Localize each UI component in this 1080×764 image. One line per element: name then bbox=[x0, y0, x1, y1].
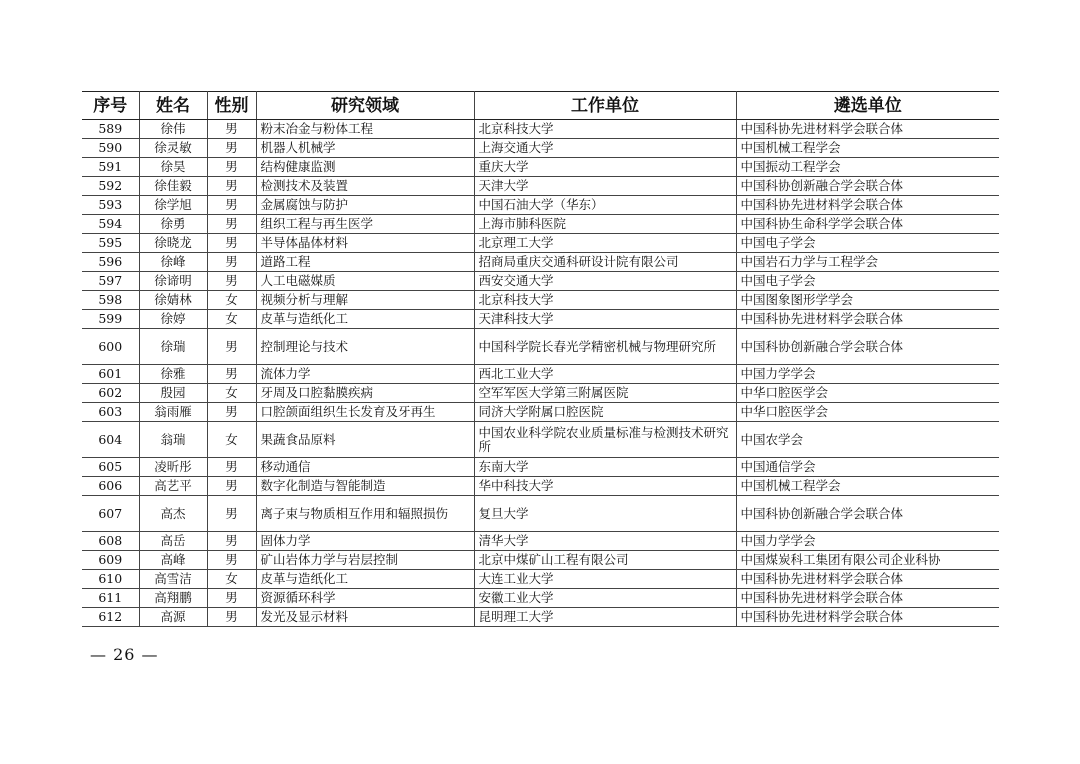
cell-name: 高翔鹏 bbox=[139, 589, 207, 608]
cell-gender: 男 bbox=[207, 139, 256, 158]
cell-research-field: 结构健康监测 bbox=[256, 158, 474, 177]
cell-research-field: 流体力学 bbox=[256, 365, 474, 384]
cell-index: 608 bbox=[82, 532, 139, 551]
cell-gender: 男 bbox=[207, 551, 256, 570]
cell-work-unit: 重庆大学 bbox=[474, 158, 736, 177]
cell-name: 翁瑞 bbox=[139, 422, 207, 458]
cell-research-field: 发光及显示材料 bbox=[256, 608, 474, 627]
header-work-unit: 工作单位 bbox=[474, 92, 736, 120]
cell-work-unit: 华中科技大学 bbox=[474, 477, 736, 496]
cell-index: 592 bbox=[82, 177, 139, 196]
cell-work-unit: 西安交通大学 bbox=[474, 272, 736, 291]
cell-selection-unit: 中国岩石力学与工程学会 bbox=[736, 253, 999, 272]
cell-index: 606 bbox=[82, 477, 139, 496]
cell-name: 翁雨雁 bbox=[139, 403, 207, 422]
cell-gender: 男 bbox=[207, 403, 256, 422]
table-body bbox=[82, 120, 999, 627]
cell-index: 591 bbox=[82, 158, 139, 177]
cell-index: 595 bbox=[82, 234, 139, 253]
cell-index: 610 bbox=[82, 570, 139, 589]
cell-research-field: 道路工程 bbox=[256, 253, 474, 272]
table-row bbox=[82, 384, 999, 403]
header-selection-unit: 遴选单位 bbox=[736, 92, 999, 120]
cell-selection-unit: 中国科协创新融合学会联合体 bbox=[736, 177, 999, 196]
table-row bbox=[82, 608, 999, 627]
cell-selection-unit: 中国科协先进材料学会联合体 bbox=[736, 570, 999, 589]
cell-index: 603 bbox=[82, 403, 139, 422]
cell-selection-unit: 中国农学会 bbox=[736, 422, 999, 458]
cell-gender: 男 bbox=[207, 608, 256, 627]
cell-selection-unit: 中国图象图形学学会 bbox=[736, 291, 999, 310]
cell-index: 601 bbox=[82, 365, 139, 384]
cell-research-field: 果蔬食品原料 bbox=[256, 422, 474, 458]
cell-work-unit: 空军军医大学第三附属医院 bbox=[474, 384, 736, 403]
header-index: 序号 bbox=[82, 92, 139, 120]
cell-selection-unit: 中国力学学会 bbox=[736, 532, 999, 551]
cell-selection-unit: 中国通信学会 bbox=[736, 458, 999, 477]
cell-selection-unit: 中国科协创新融合学会联合体 bbox=[736, 496, 999, 532]
cell-research-field: 半导体晶体材料 bbox=[256, 234, 474, 253]
cell-index: 599 bbox=[82, 310, 139, 329]
table-row bbox=[82, 589, 999, 608]
cell-work-unit: 昆明理工大学 bbox=[474, 608, 736, 627]
cell-gender: 男 bbox=[207, 234, 256, 253]
table-row bbox=[82, 329, 999, 365]
cell-name: 徐峰 bbox=[139, 253, 207, 272]
cell-selection-unit: 中国煤炭科工集团有限公司企业科协 bbox=[736, 551, 999, 570]
cell-selection-unit: 中国电子学会 bbox=[736, 272, 999, 291]
cell-gender: 男 bbox=[207, 532, 256, 551]
cell-selection-unit: 中国科协先进材料学会联合体 bbox=[736, 589, 999, 608]
table-row bbox=[82, 422, 999, 458]
cell-research-field: 组织工程与再生医学 bbox=[256, 215, 474, 234]
cell-index: 598 bbox=[82, 291, 139, 310]
cell-gender: 男 bbox=[207, 215, 256, 234]
cell-name: 徐婧林 bbox=[139, 291, 207, 310]
cell-index: 602 bbox=[82, 384, 139, 403]
cell-name: 徐雅 bbox=[139, 365, 207, 384]
cell-selection-unit: 中国机械工程学会 bbox=[736, 477, 999, 496]
cell-index: 612 bbox=[82, 608, 139, 627]
cell-gender: 男 bbox=[207, 458, 256, 477]
cell-name: 徐勇 bbox=[139, 215, 207, 234]
cell-gender: 女 bbox=[207, 570, 256, 589]
table-row bbox=[82, 139, 999, 158]
cell-index: 604 bbox=[82, 422, 139, 458]
cell-work-unit: 西北工业大学 bbox=[474, 365, 736, 384]
cell-research-field: 数字化制造与智能制造 bbox=[256, 477, 474, 496]
table-row bbox=[82, 310, 999, 329]
cell-research-field: 视频分析与理解 bbox=[256, 291, 474, 310]
cell-selection-unit: 中国振动工程学会 bbox=[736, 158, 999, 177]
cell-name: 徐瑞 bbox=[139, 329, 207, 365]
table-row bbox=[82, 458, 999, 477]
cell-name: 徐伟 bbox=[139, 120, 207, 139]
cell-research-field: 离子束与物质相互作用和辐照损伤 bbox=[256, 496, 474, 532]
cell-selection-unit: 中国机械工程学会 bbox=[736, 139, 999, 158]
cell-selection-unit: 中华口腔医学会 bbox=[736, 384, 999, 403]
cell-name: 徐晓龙 bbox=[139, 234, 207, 253]
cell-name: 高源 bbox=[139, 608, 207, 627]
table-row bbox=[82, 177, 999, 196]
cell-name: 徐学旭 bbox=[139, 196, 207, 215]
cell-work-unit: 东南大学 bbox=[474, 458, 736, 477]
cell-name: 徐灵敏 bbox=[139, 139, 207, 158]
cell-work-unit: 清华大学 bbox=[474, 532, 736, 551]
page-number: — 26 — bbox=[90, 645, 159, 664]
cell-index: 597 bbox=[82, 272, 139, 291]
table-row bbox=[82, 551, 999, 570]
cell-index: 605 bbox=[82, 458, 139, 477]
header-research-field: 研究领域 bbox=[256, 92, 474, 120]
cell-name: 高雪洁 bbox=[139, 570, 207, 589]
cell-gender: 男 bbox=[207, 158, 256, 177]
cell-selection-unit: 中华口腔医学会 bbox=[736, 403, 999, 422]
cell-research-field: 控制理论与技术 bbox=[256, 329, 474, 365]
cell-index: 594 bbox=[82, 215, 139, 234]
cell-research-field: 金属腐蚀与防护 bbox=[256, 196, 474, 215]
table-row bbox=[82, 403, 999, 422]
table-row bbox=[82, 158, 999, 177]
cell-work-unit: 安徽工业大学 bbox=[474, 589, 736, 608]
table-row bbox=[82, 496, 999, 532]
cell-gender: 男 bbox=[207, 177, 256, 196]
cell-research-field: 资源循环科学 bbox=[256, 589, 474, 608]
cell-research-field: 皮革与造纸化工 bbox=[256, 310, 474, 329]
roster-table bbox=[82, 91, 999, 627]
cell-research-field: 矿山岩体力学与岩层控制 bbox=[256, 551, 474, 570]
cell-gender: 男 bbox=[207, 477, 256, 496]
cell-research-field: 口腔颌面组织生长发育及牙再生 bbox=[256, 403, 474, 422]
cell-research-field: 机器人机械学 bbox=[256, 139, 474, 158]
cell-research-field: 固体力学 bbox=[256, 532, 474, 551]
cell-selection-unit: 中国科协生命科学学会联合体 bbox=[736, 215, 999, 234]
cell-research-field: 人工电磁媒质 bbox=[256, 272, 474, 291]
cell-name: 凌昕彤 bbox=[139, 458, 207, 477]
cell-index: 596 bbox=[82, 253, 139, 272]
cell-selection-unit: 中国电子学会 bbox=[736, 234, 999, 253]
cell-index: 593 bbox=[82, 196, 139, 215]
cell-research-field: 移动通信 bbox=[256, 458, 474, 477]
cell-gender: 女 bbox=[207, 422, 256, 458]
cell-gender: 男 bbox=[207, 365, 256, 384]
cell-selection-unit: 中国科协先进材料学会联合体 bbox=[736, 196, 999, 215]
cell-work-unit: 北京理工大学 bbox=[474, 234, 736, 253]
cell-index: 600 bbox=[82, 329, 139, 365]
cell-index: 589 bbox=[82, 120, 139, 139]
cell-name: 徐佳毅 bbox=[139, 177, 207, 196]
cell-name: 高艺平 bbox=[139, 477, 207, 496]
cell-name: 高岳 bbox=[139, 532, 207, 551]
cell-work-unit: 北京科技大学 bbox=[474, 120, 736, 139]
cell-gender: 男 bbox=[207, 196, 256, 215]
cell-work-unit: 招商局重庆交通科研设计院有限公司 bbox=[474, 253, 736, 272]
cell-name: 徐婷 bbox=[139, 310, 207, 329]
cell-name: 徐昊 bbox=[139, 158, 207, 177]
table-row bbox=[82, 272, 999, 291]
cell-selection-unit: 中国科协创新融合学会联合体 bbox=[736, 329, 999, 365]
cell-work-unit: 同济大学附属口腔医院 bbox=[474, 403, 736, 422]
cell-work-unit: 上海市肺科医院 bbox=[474, 215, 736, 234]
cell-index: 590 bbox=[82, 139, 139, 158]
cell-work-unit: 上海交通大学 bbox=[474, 139, 736, 158]
cell-name: 殷园 bbox=[139, 384, 207, 403]
cell-selection-unit: 中国科协先进材料学会联合体 bbox=[736, 310, 999, 329]
cell-gender: 男 bbox=[207, 272, 256, 291]
header-gender: 性别 bbox=[207, 92, 256, 120]
cell-gender: 男 bbox=[207, 120, 256, 139]
table-row bbox=[82, 120, 999, 139]
table-row bbox=[82, 291, 999, 310]
table-row bbox=[82, 477, 999, 496]
cell-work-unit: 天津科技大学 bbox=[474, 310, 736, 329]
cell-work-unit: 北京科技大学 bbox=[474, 291, 736, 310]
cell-research-field: 检测技术及装置 bbox=[256, 177, 474, 196]
table-header-row bbox=[82, 92, 999, 120]
cell-index: 609 bbox=[82, 551, 139, 570]
cell-selection-unit: 中国力学学会 bbox=[736, 365, 999, 384]
cell-name: 徐谛明 bbox=[139, 272, 207, 291]
cell-selection-unit: 中国科协先进材料学会联合体 bbox=[736, 608, 999, 627]
cell-index: 611 bbox=[82, 589, 139, 608]
cell-work-unit: 大连工业大学 bbox=[474, 570, 736, 589]
cell-work-unit: 中国科学院长春光学精密机械与物理研究所 bbox=[474, 329, 736, 365]
table-row bbox=[82, 365, 999, 384]
cell-work-unit: 中国石油大学（华东） bbox=[474, 196, 736, 215]
cell-research-field: 牙周及口腔黏膜疾病 bbox=[256, 384, 474, 403]
table-row bbox=[82, 196, 999, 215]
table-row bbox=[82, 215, 999, 234]
table-row bbox=[82, 532, 999, 551]
cell-index: 607 bbox=[82, 496, 139, 532]
header-name: 姓名 bbox=[139, 92, 207, 120]
cell-gender: 女 bbox=[207, 310, 256, 329]
cell-gender: 女 bbox=[207, 291, 256, 310]
table-row bbox=[82, 570, 999, 589]
cell-gender: 男 bbox=[207, 329, 256, 365]
cell-research-field: 皮革与造纸化工 bbox=[256, 570, 474, 589]
cell-gender: 男 bbox=[207, 496, 256, 532]
table-row bbox=[82, 234, 999, 253]
cell-gender: 男 bbox=[207, 589, 256, 608]
table-row bbox=[82, 253, 999, 272]
cell-work-unit: 中国农业科学院农业质量标准与检测技术研究所 bbox=[474, 422, 736, 458]
cell-work-unit: 北京中煤矿山工程有限公司 bbox=[474, 551, 736, 570]
cell-gender: 女 bbox=[207, 384, 256, 403]
cell-work-unit: 天津大学 bbox=[474, 177, 736, 196]
cell-research-field: 粉末冶金与粉体工程 bbox=[256, 120, 474, 139]
cell-work-unit: 复旦大学 bbox=[474, 496, 736, 532]
cell-name: 高峰 bbox=[139, 551, 207, 570]
cell-selection-unit: 中国科协先进材料学会联合体 bbox=[736, 120, 999, 139]
cell-name: 高杰 bbox=[139, 496, 207, 532]
cell-gender: 男 bbox=[207, 253, 256, 272]
